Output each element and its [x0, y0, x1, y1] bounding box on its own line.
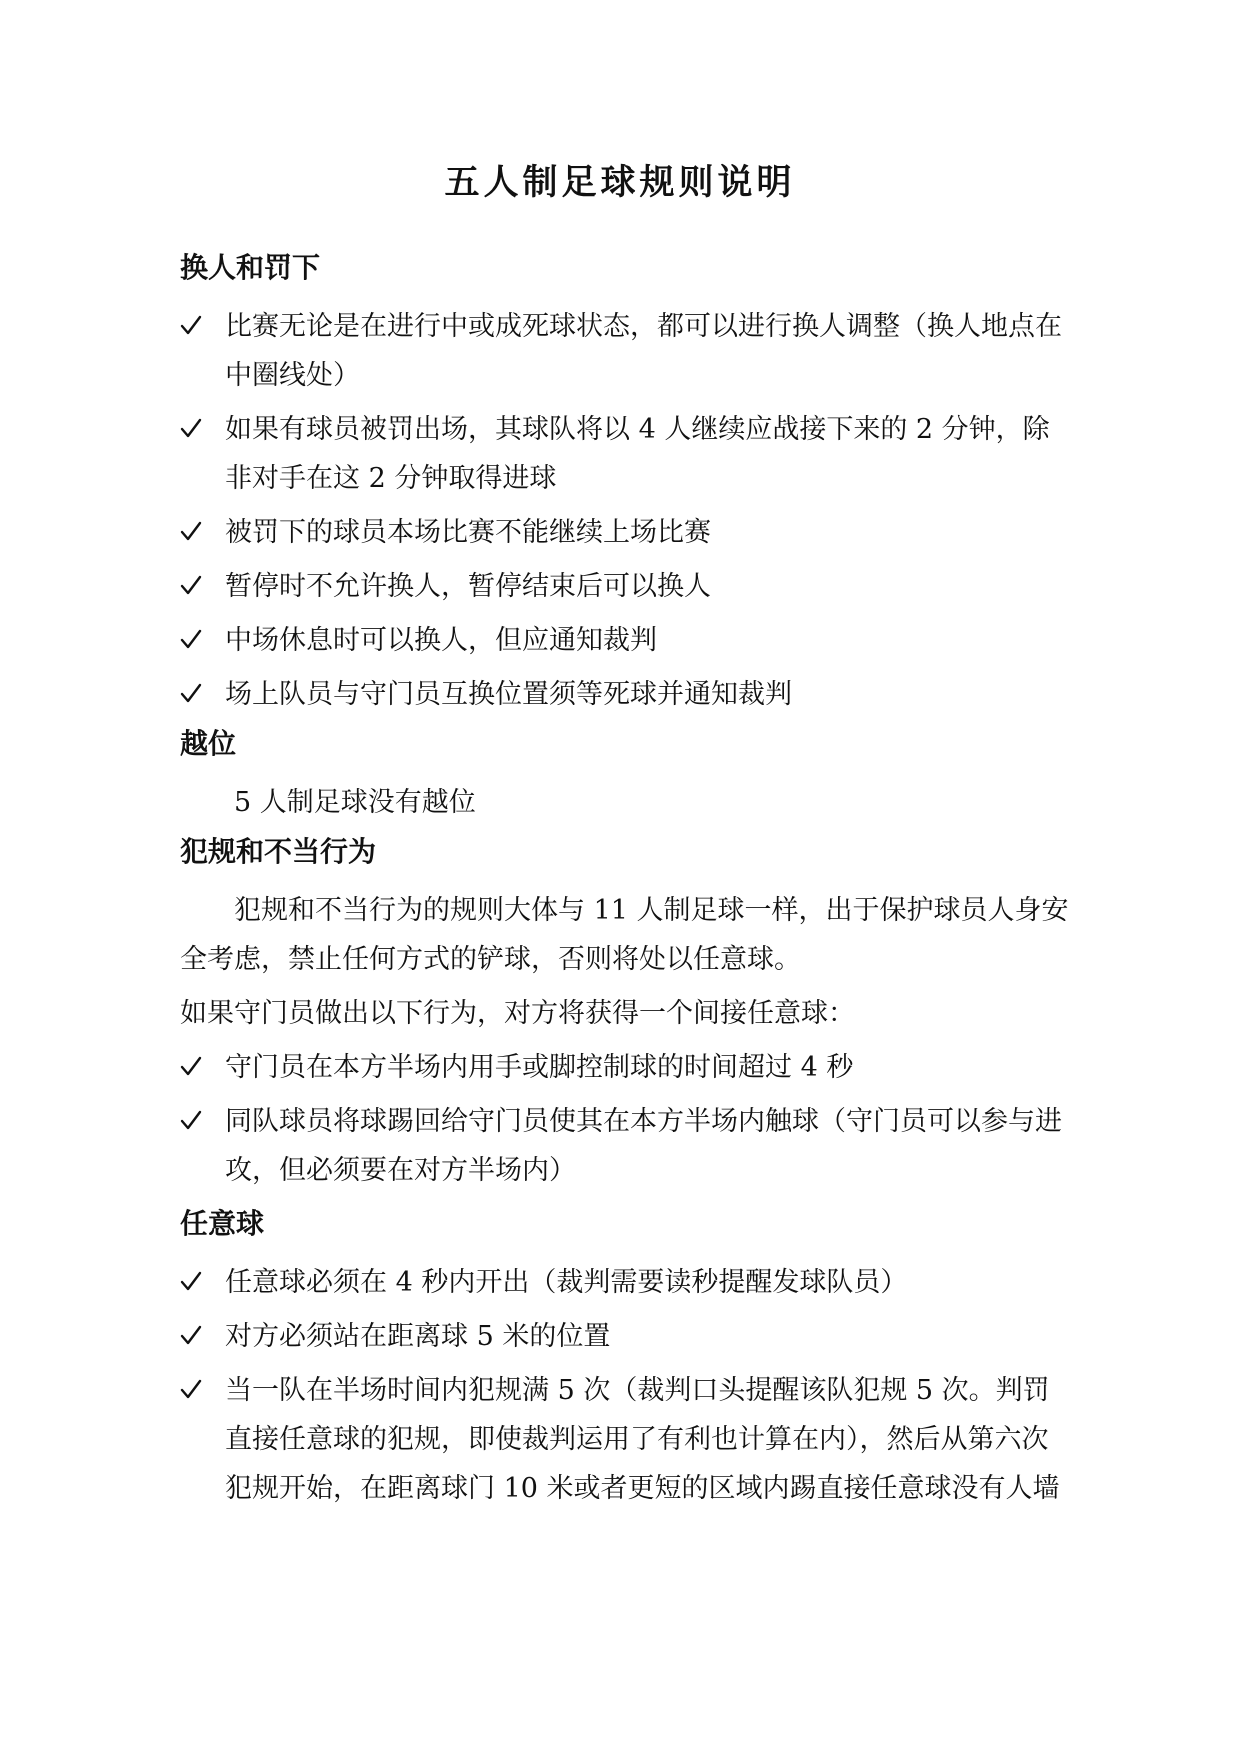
check-icon [180, 1097, 210, 1146]
list-item [180, 562, 1070, 611]
list-item-text: 被罚下的球员本场比赛不能继续上场比赛 [225, 517, 711, 548]
list-item-text: 如果有球员被罚出场，其球队将以 4 人继续应战接下来的 2 分钟，除非对手在这 2 分钟取得进球 [225, 414, 1050, 494]
list-item [180, 1043, 1070, 1092]
list-item-text: 中场休息时可以换人，但应通知裁判 [225, 625, 657, 656]
list-item [180, 508, 1070, 557]
list-item-text: 场上队员与守门员互换位置须等死球并通知裁判 [225, 679, 792, 710]
list-item-text: 暂停时不允许换人，暂停结束后可以换人 [225, 571, 711, 602]
section-heading-substitution: 换人和罚下 [180, 251, 321, 284]
list-item [180, 616, 1070, 665]
check-icon [180, 405, 210, 454]
list-item [180, 1312, 1070, 1361]
free-kick-list [180, 1258, 1070, 1513]
list-item-text: 当一队在半场时间内犯规满 5 次（裁判口头提醒该队犯规 5 次。判罚直接任意球的犯规，即使裁判运用了有利也计算在内），然后从第六次犯规开始，在距离球门 10 米或者更短的区域内踢直接任意球没有人墙 [225, 1375, 1060, 1504]
list-item-text: 同队球员将球踢回给守门员使其在本方半场内触球（守门员可以参与进攻，但必须要在对方半场内） [225, 1106, 1062, 1186]
check-icon [180, 1043, 210, 1092]
list-item-text: 比赛无论是在进行中或成死球状态，都可以进行换人调整（换人地点在中圈线处） [225, 311, 1062, 391]
substitution-list [180, 302, 1070, 719]
list-item [180, 405, 1070, 503]
list-item-text: 任意球必须在 4 秒内开出（裁判需要读秒提醒发球队员） [225, 1267, 908, 1298]
page-title: 五人制足球规则说明 [444, 163, 796, 203]
list-item [180, 302, 1070, 400]
section-heading-free-kick: 任意球 [180, 1207, 265, 1240]
check-icon [180, 562, 210, 611]
check-icon [180, 670, 210, 719]
list-item-text: 对方必须站在距离球 5 米的位置 [225, 1321, 611, 1352]
list-item [180, 1366, 1070, 1513]
check-icon [180, 1258, 210, 1307]
list-item-text: 守门员在本方半场内用手或脚控制球的时间超过 4 秒 [225, 1052, 854, 1083]
check-icon [180, 616, 210, 665]
document-body [180, 248, 1070, 1518]
list-item [180, 670, 1070, 719]
list-item [180, 1097, 1070, 1195]
offside-paragraph: 5 人制足球没有越位 [234, 787, 476, 818]
goalkeeper-list [180, 1043, 1070, 1195]
section-heading-offside: 越位 [180, 727, 237, 760]
goalkeeper-paragraph: 如果守门员做出以下行为，对方将获得一个间接任意球： [180, 998, 855, 1029]
check-icon [180, 508, 210, 557]
list-item [180, 1258, 1070, 1307]
check-icon [180, 302, 210, 351]
section-heading-fouls: 犯规和不当行为 [180, 835, 377, 868]
check-icon [180, 1312, 210, 1361]
fouls-paragraph: 犯规和不当行为的规则大体与 11 人制足球一样，出于保护球员人身安全考虑，禁止任何方式的铲球，否则将处以任意球。 [180, 895, 1069, 975]
check-icon [180, 1366, 210, 1415]
